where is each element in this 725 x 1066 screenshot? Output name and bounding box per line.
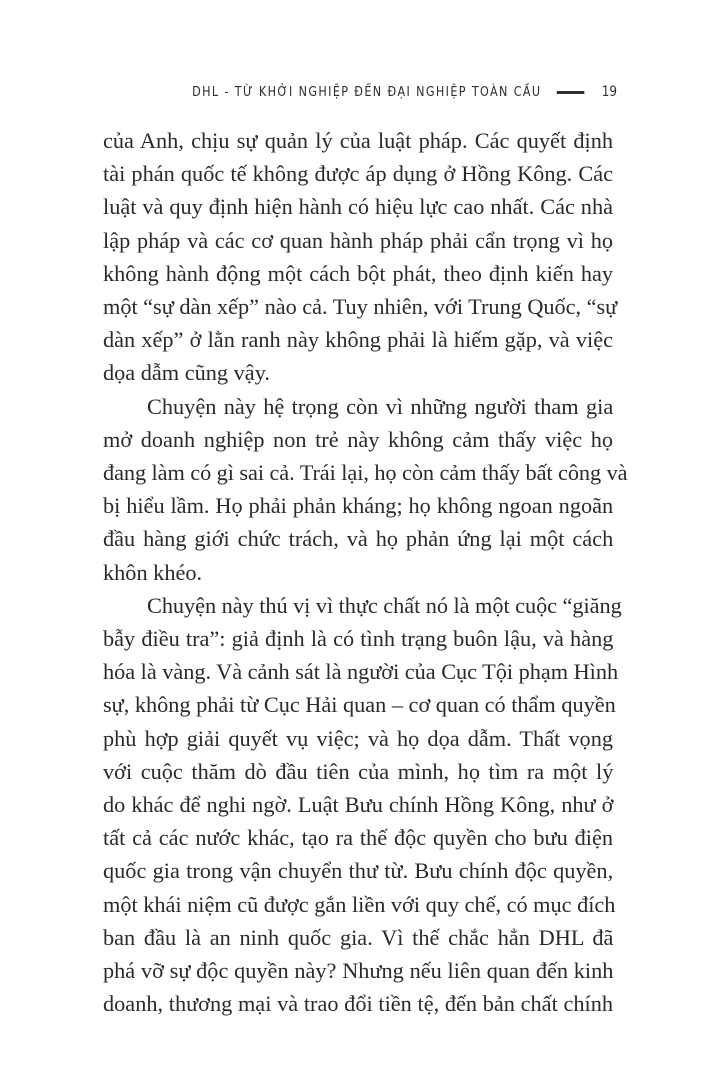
text-line: một khái niệm cũ được gắn liền với quy chế, có mục đích [103, 891, 616, 917]
text-line: bẫy điều tra”: giả định là có tình trạng buôn lậu, và hàng [103, 626, 614, 652]
page-number: 19 [601, 84, 617, 100]
text-line: khôn khéo. [103, 559, 203, 585]
text-line: tài phán quốc tế không được áp dụng ở Hồng Kông. Các [103, 161, 613, 187]
text-line: đang làm có gì sai cả. Trái lại, họ còn cảm thấy bất công và [103, 460, 628, 486]
text-line: Chuyện này thú vị vì thực chất nó là một cuộc “giăng [147, 592, 622, 618]
text-line: mở doanh nghiệp non trẻ này không cảm thấy việc họ [103, 426, 613, 452]
text-line: đầu hàng giới chức trách, và họ phản ứng lại một cách [103, 526, 614, 552]
text-line: bị hiểu lầm. Họ phải phản kháng; họ không ngoan ngoãn [103, 493, 614, 519]
text-line: doanh, thương mại và trao đổi tiền tệ, đến bản chất chính [103, 991, 613, 1017]
header-rule-divider [557, 91, 585, 94]
text-line: ban đầu là an ninh quốc gia. Vì thế chắc hẳn DHL đã [103, 924, 614, 950]
running-title: DHL - TỪ KHỞI NGHIỆP ĐẾN ĐẠI NGHIỆP TOÀN CẦU [192, 84, 542, 100]
text-line: phù hợp giải quyết vụ việc; và họ dọa dẫm. Thất vọng [103, 725, 613, 751]
text-line: một “sự dàn xếp” nào cả. Tuy nhiên, với Trung Quốc, “sự [103, 294, 618, 320]
paragraph-3 [103, 589, 622, 1021]
text-line: hóa là vàng. Và cảnh sát là người của Cục Tội phạm Hình [103, 659, 619, 685]
text-line: sự, không phải từ Cục Hải quan – cơ quan có thẩm quyền [103, 692, 616, 718]
text-line: dàn xếp” ở lằn ranh này không phải là hiếm gặp, và việc [103, 327, 613, 353]
text-line: quốc gia trong vận chuyển thư từ. Bưu chính độc quyền, [103, 858, 614, 884]
text-line: lập pháp và các cơ quan hành pháp phải cẩn trọng vì họ [103, 227, 613, 253]
text-line: do khác để nghi ngờ. Luật Bưu chính Hồng Kông, như ở [103, 792, 614, 818]
text-line: phá vỡ sự độc quyền này? Nhưng nếu liên quan đến kinh [103, 958, 614, 984]
running-header [192, 80, 617, 104]
text-line: của Anh, chịu sự quản lý của luật pháp. Các quyết định [103, 128, 613, 153]
paragraph-1 [103, 124, 618, 390]
text-line: luật và quy định hiện hành có hiệu lực cao nhất. Các nhà [103, 194, 613, 220]
text-line: tất cả các nước khác, tạo ra thế độc quyền cho bưu điện [103, 825, 613, 851]
text-line: không hành động một cách bột phát, theo định kiến hay [103, 260, 614, 286]
text-line: với cuộc thăm dò đầu tiên của mình, họ tìm ra một lý [103, 758, 614, 784]
page-body-text [103, 124, 628, 1020]
text-line: dọa dẫm cũng vậy. [103, 360, 270, 386]
text-line: Chuyện này hệ trọng còn vì những người tham gia [147, 393, 614, 419]
paragraph-2 [103, 390, 628, 589]
